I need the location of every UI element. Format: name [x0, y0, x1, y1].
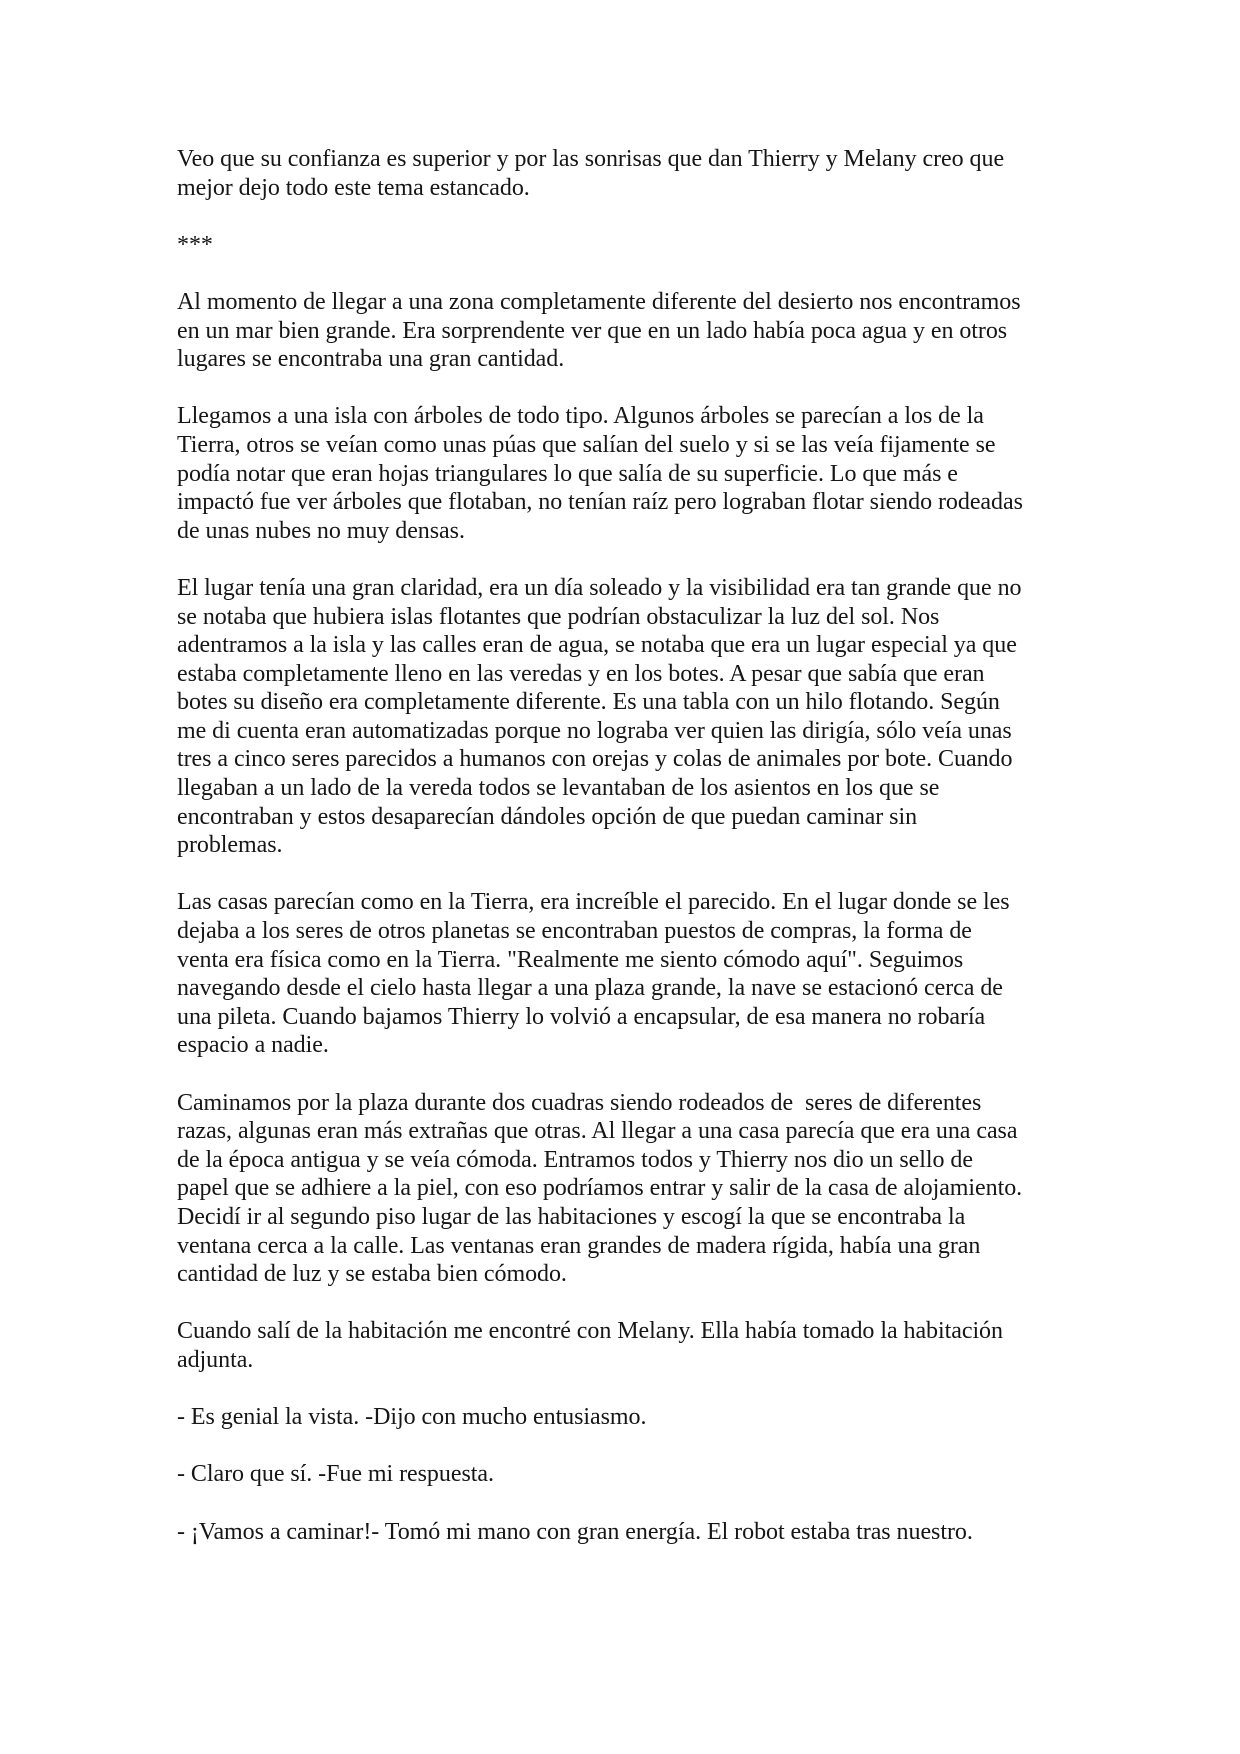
paragraph-6: Caminamos por la plaza durante dos cuadras siendo rodeados de seres de diferentes razas, algunas eran más extrañas que otras. Al llegar a una casa parecía que era una casa de la época antigua y se veía cómoda. Entramos todos y Thierry nos dio un sello de papel que se adhiere a la piel, con eso podríamos entrar y salir de la casa de alojamiento. Decidí ir al segundo piso lugar de las habitaciones y escogí la que se encontraba la ventana cerca a la calle. Las ventanas eran grandes de madera rígida, había una gran cantidad de luz y se estaba bien cómodo.	[177, 1089, 1023, 1288]
section-break: ***	[177, 231, 213, 258]
paragraph-5: Las casas parecían como en la Tierra, era increíble el parecido. En el lugar donde se les dejaba a los seres de otros planetas se encontraban puestos de compras, la forma de venta era física como en la Tierra. "Realmente me siento cómodo aquí". Seguimos navegando desde el cielo hasta llegar a una plaza grande, la nave se estacionó cerca de una pileta. Cuando bajamos Thierry lo volvió a encapsular, de esa manera no robaría espacio a nadie.	[177, 889, 1010, 1059]
paragraph-7: Cuando salí de la habitación me encontré con Melany. Ella había tomado la habitación adjunta.	[177, 1318, 1003, 1373]
document-body	[177, 145, 1077, 1546]
dialogue-line-1: - Es genial la vista. -Dijo con mucho entusiasmo.	[177, 1404, 647, 1431]
paragraph-1: Veo que su confianza es superior y por las sonrisas que dan Thierry y Melany creo que mejor dejo todo este tema estancado.	[177, 146, 1005, 201]
dialogue-line-2: - Claro que sí. -Fue mi respuesta.	[177, 1461, 494, 1488]
paragraph-4: El lugar tenía una gran claridad, era un día soleado y la visibilidad era tan grande que no se notaba que hubiera islas flotantes que podrían obstaculizar la luz del sol. Nos adentramos a la isla y las calles eran de agua, se notaba que era un lugar especial ya que estaba completamente lleno en las veredas y en los botes. A pesar que sabía que eran botes su diseño era completamente diferente. Es una tabla con un hilo flotando. Según me di cuenta eran automatizadas porque no lograba ver quien las dirigía, sólo veía unas tres a cinco seres parecidos a humanos con orejas y colas de animales por bote. Cuando llegaban a un lado de la vereda todos se levantaban de los asientos en los que se encontraban y estos desaparecían dándoles opción de que puedan caminar sin problemas.	[177, 574, 1022, 859]
paragraph-2: Al momento de llegar a una zona completamente diferente del desierto nos encontramos en un mar bien grande. Era sorprendente ver que en un lado había poca agua y en otros lugares se encontraba una gran cantidad.	[177, 288, 1021, 373]
dialogue-line-3: - ¡Vamos a caminar!- Tomó mi mano con gran energía. El robot estaba tras nuestro.	[177, 1518, 973, 1545]
paragraph-3: Llegamos a una isla con árboles de todo tipo. Algunos árboles se parecían a los de la Tierra, otros se veían como unas púas que salían del suelo y si se las veía fijamente se podía notar que eran hojas triangulares lo que salía de su superficie. Lo que más e impactó fue ver árboles que flotaban, no tenían raíz pero lograban flotar siendo rodeadas de unas nubes no muy densas.	[177, 403, 1023, 544]
